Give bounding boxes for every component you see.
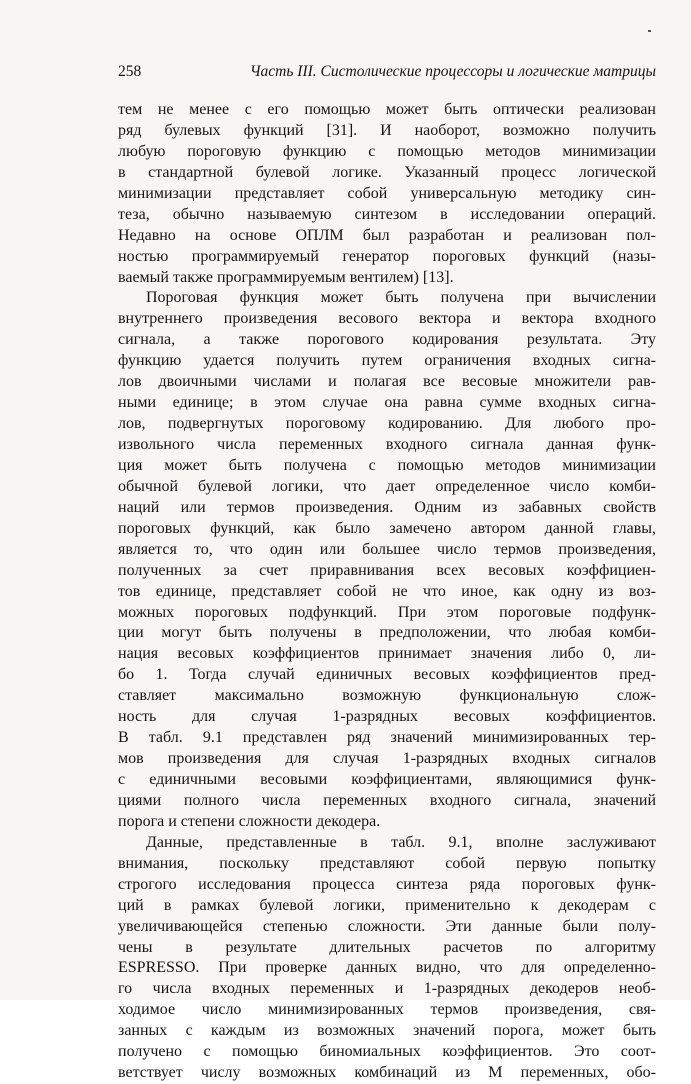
text-line: сигнала, а также порогового кодирования результата. Эту [118,331,656,349]
text-line: циями полного числа переменных входного сигнала, значений [118,791,656,809]
text-line: теза, обычно называемую синтезом в исследовании операций. [118,205,656,223]
text-line: ностью программируемый генератор пороговых функций (назы- [118,247,656,265]
text-line: функцию удается получить путем ограничения входных сигна- [118,352,656,370]
text-line: В табл. 9.1 представлен ряд значений минимизированных тер- [118,729,656,747]
text-line: тов единице, представляет собой не что иное, как одну из воз- [118,582,656,600]
text-line: строгого исследования процесса синтеза ряда пороговых функ- [118,875,656,893]
text-line: в стандартной булевой логике. Указанный процесс логической [118,163,656,181]
text-line: внимания, поскольку представляют собой первую попытку [118,854,656,872]
scan-speck [648,30,651,32]
text-line: пороговых функций, как было замечено автором данной главы, [118,519,656,537]
text-line: Данные, представленные в табл. 9.1, вполне заслуживают [146,833,656,851]
paragraph-2 [118,288,656,832]
text-line: тем не менее с его помощью может быть оптически реализован [118,101,656,118]
page-number: 258 [118,63,142,80]
text-line: ваемый также программируемым вентилем) [13]. [118,268,454,286]
text-line: Недавно на основе ОПЛМ был разработан и реализован пол- [118,226,656,244]
text-line: ветствует числу возможных комбинаций из M переменных, обо- [118,1064,656,1082]
text-line: нация весовых коэффициентов принимает значения либо 0, ли- [118,645,656,663]
text-line: лов двоичными числами и полагая все весовые множители рав- [118,373,656,391]
text-line: Пороговая функция может быть получена при вычислении [146,289,656,307]
text-line: ставляет максимально возможную функциональную слож- [118,687,656,705]
text-line: можных пороговых подфункций. При этом пороговые подфунк- [118,603,656,621]
paragraph-3 [118,833,656,1084]
text-line: ция может быть получена с помощью методов минимизации [118,456,656,474]
text-line: порога и степени сложности декодера. [118,812,381,830]
text-line: с единичными весовыми коэффициентами, являющимися функ- [118,771,656,788]
paragraph-1 [118,100,656,288]
text-line: получено с помощью биномиальных коэффициентов. Это соот- [118,1043,656,1061]
body-text [118,100,656,1084]
text-line: го числа входных переменных и 1-разрядных декодеров необ- [118,980,656,998]
text-line: мов произведения для случая 1-разрядных входных сигналов [118,750,656,768]
text-line: ходимое число минимизированных термов произведения, свя- [118,1001,656,1019]
text-line: бо 1. Тогда случай единичных весовых коэффициентов пред- [118,666,656,684]
text-line: ными единице; в этом случае она равна сумме входных сигна- [118,394,656,412]
text-line: ряд булевых функций [31]. И наоборот, возможно получить [118,121,656,139]
running-title: Часть III. Систолические процессоры и логические матрицы [249,63,656,80]
text-line: ций в рамках булевой логики, применительно к декодерам с [118,896,656,914]
text-line: минимизации представляет собой универсальную методику син- [118,184,656,202]
text-line: полученных за счет приравнивания всех весовых коэффициен- [118,561,656,579]
text-line: увеличивающейся степенью сложности. Эти данные были полу- [118,917,656,935]
text-line: занных с каждым из возможных значений порога, может быть [118,1022,656,1040]
text-line: является то, что один или большее число термов произведения, [118,540,656,558]
text-line: извольного числа переменных входного сигнала данная функ- [118,436,656,453]
text-line: ESPRESSO. При проверке данных видно, что для определенно- [118,959,656,977]
text-line: ции могут быть получены в предположении, что любая комби- [118,624,656,642]
running-header [118,63,656,85]
text-line: обычной булевой логики, что дает определенное число комби- [118,477,656,495]
text-line: наций или термов произведения. Одним из забавных свойств [118,498,656,516]
text-line: чены в результате длительных расчетов по алгоритму [118,938,656,956]
text-line: внутреннего произведения весового вектора и вектора входного [118,310,656,328]
text-line: лов, подвергнутых пороговому кодированию. Для любого про- [118,415,656,433]
text-line: ность для случая 1-разрядных весовых коэффициентов. [118,708,656,726]
text-line: любую пороговую функцию с помощью методов минимизации [118,142,656,160]
